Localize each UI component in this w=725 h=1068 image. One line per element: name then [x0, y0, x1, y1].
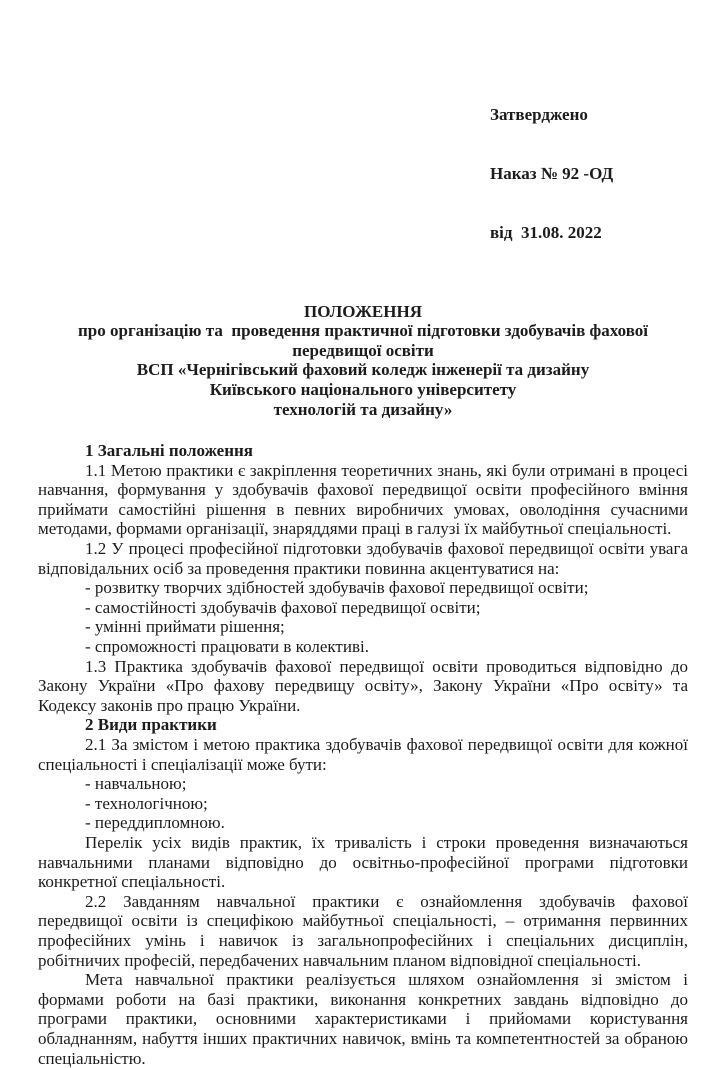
paragraph: 2.2 Завданням навчальної практики є ознайомлення здобувачів фахової передвищої освіти із специфікою майбутньої спеціальності, – отримання первинних професійних умінь і навичок із загальнопрофесійних і спеціальних дисциплін, робітничих професій, передбачених навчальним планом відповідної спеціальності. — [38, 891, 688, 970]
paragraph: 2.1 За змістом і метою практика здобувачів фахової передвищої освіти для кожної спеціальності і спеціалізації може бути: — [38, 735, 688, 774]
list-item: - спроможності працювати в колективі. — [85, 637, 369, 657]
list-item: - самостійності здобувачів фахової передвищої освіти; — [85, 597, 481, 617]
section-heading: 2 Види практики — [85, 715, 217, 735]
list-item: - навчальною; — [85, 774, 187, 794]
title-line: ПОЛОЖЕННЯ — [304, 301, 422, 321]
list-item: - переддипломною. — [85, 813, 225, 833]
paragraph: Мета навчальної практики реалізується шляхом ознайомлення зі змістом і формами роботи на базі практики, виконання конкретних завдань відповідно до програми практики, основними характеристиками і прийомами користування обладнанням, набуття інших практичних навичок, вмінь та компетентностей за обраною спеціальністю. — [38, 970, 688, 1068]
paragraph: 1.3 Практика здобувачів фахової передвищої освіти проводиться відповідно до Закону України «Про фахову передвищу освіту», Закону України «Про освіту» та Кодексу законів про працю України. — [38, 656, 688, 715]
document-body — [38, 441, 688, 1068]
approval-date: від 31.08. 2022 — [490, 222, 602, 242]
paragraph: 1.1 Метою практики є закріплення теоретичних знань, які були отримані в процесі навчання, формування у здобувачів фахової передвищої освіти професійного вміння приймати самостійні рішення в певних виробничих умовах, оволодіння сучасними методами, формами організації, знаряддями праці в галузі їх майбутньої спеціальності. — [38, 460, 688, 539]
title-line: технологій та дизайну» — [273, 399, 453, 419]
title-line: ВСП «Чернігівський фаховий коледж інженерії та дизайну — [136, 360, 590, 380]
section-heading: 1 Загальні положення — [85, 441, 254, 461]
approval-label: Затверджено — [490, 105, 588, 125]
approval-block — [490, 66, 688, 282]
title-line: про організацію та проведення практичної підготовки здобувачів фахової — [77, 321, 648, 341]
list-item: - технологічною; — [85, 793, 208, 813]
paragraph: Перелік усіх видів практик, їх тривалість і строки проведення визначаються навчальними планами відповідно до освітньо-професійної програми підготовки конкретної спеціальності. — [38, 832, 688, 892]
paragraph: 1.2 У процесі професійної підготовки здобувачів фахової передвищої освіти увага відповідальних осіб за проведення практики повинна акцентуватися на: — [38, 539, 688, 578]
approval-order-number: Наказ № 92 -ОД — [490, 163, 614, 183]
list-item: - умінні приймати рішення; — [85, 617, 285, 637]
title-line: Київського національного університету — [209, 379, 517, 399]
title-line: передвищої освіти — [292, 340, 434, 360]
document-title — [38, 302, 688, 420]
list-item: - розвитку творчих здібностей здобувачів фахової передвищої освіти; — [85, 578, 589, 598]
